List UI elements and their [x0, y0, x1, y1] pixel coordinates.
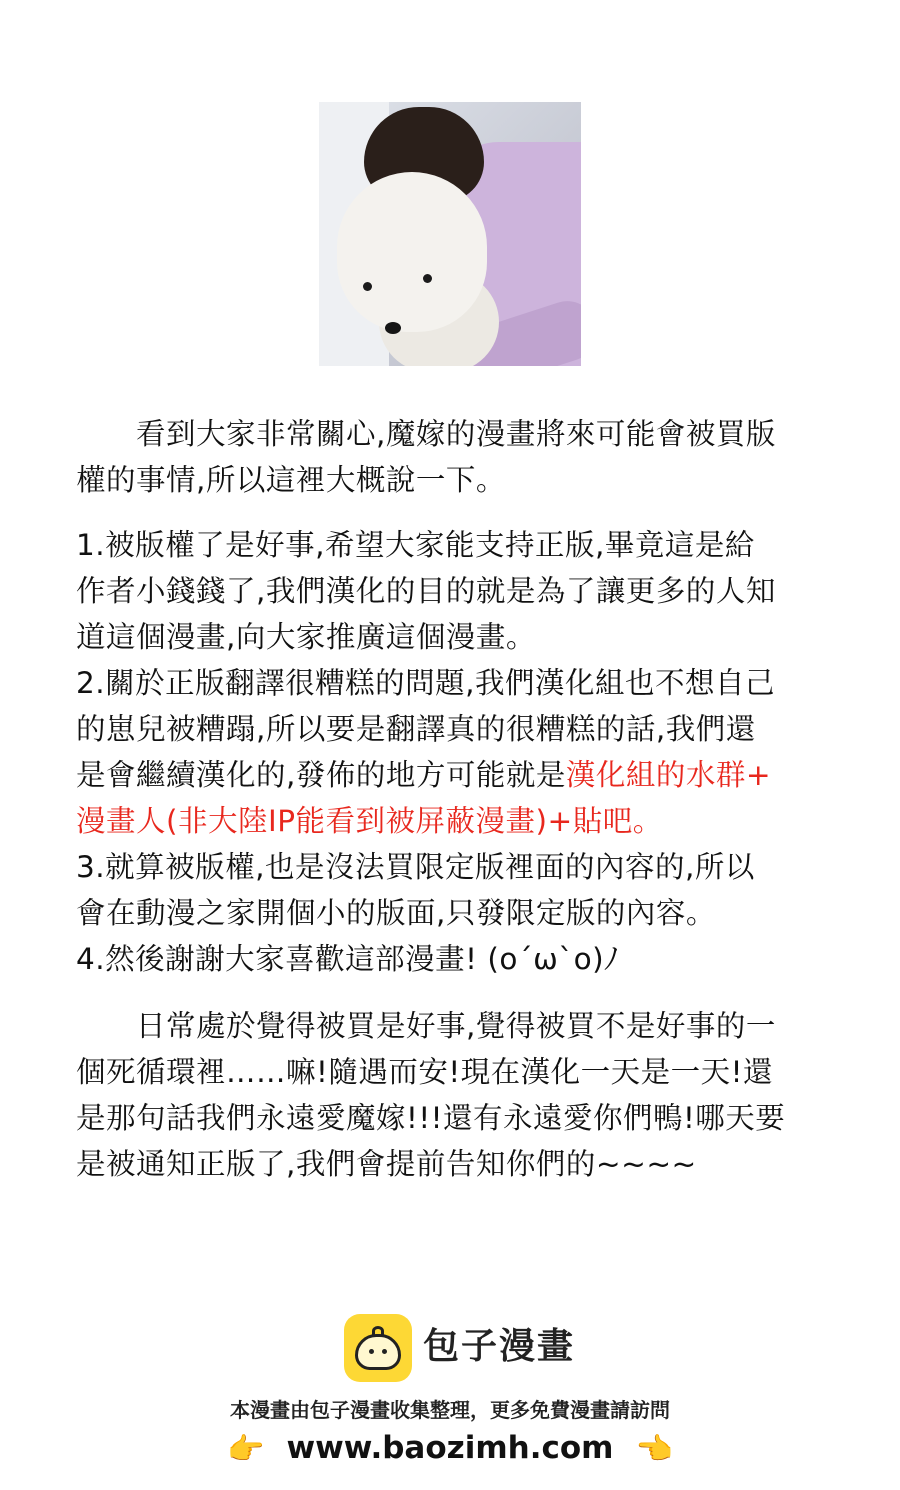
- photo-dog-head: [337, 172, 487, 332]
- baozi-logo-icon: [344, 1314, 412, 1382]
- text-line: [76, 752, 828, 798]
- highlight-text: 漢化組的水群+: [565, 758, 772, 792]
- intro-paragraph: [76, 411, 828, 503]
- site-url-link[interactable]: www.baozimh.com: [286, 1430, 614, 1466]
- text-line: 2.關於正版翻譯很糟糕的問題,我們漢化組也不想自己: [76, 666, 776, 700]
- text-line: 權的事情,所以這裡大概說一下。: [76, 463, 506, 497]
- text-line: 個死循環裡……嘛!隨遇而安!現在漢化一天是一天!還: [76, 1055, 773, 1089]
- text-line: 4.然後謝謝大家喜歡這部漫畫! (o´ω`o)ﾉ: [76, 942, 620, 976]
- text-line: 看到大家非常關心,魔嫁的漫畫將來可能會被買版: [76, 417, 776, 451]
- highlight-line: 漫畫人(非大陸IP能看到被屏蔽漫畫)+貼吧。: [76, 804, 663, 838]
- text-line: 的崽兒被糟蹋,所以要是翻譯真的很糟糕的話,我們還: [76, 712, 756, 746]
- text-line: 1.被版權了是好事,希望大家能支持正版,畢竟這是給: [76, 528, 755, 562]
- closing-paragraph: [76, 1003, 828, 1187]
- text-line: 是那句話我們永遠愛魔嫁!!!還有永遠愛你們鴨!哪天要: [76, 1101, 786, 1135]
- brand-name: 包子漫畫: [423, 1326, 576, 1367]
- text-line: 日常處於覺得被買是好事,覺得被買不是好事的一: [76, 1009, 776, 1043]
- photo-dog-nose: [385, 322, 401, 334]
- text-line: 3.就算被版權,也是沒法買限定版裡面的內容的,所以: [76, 850, 755, 884]
- footer-url-row: [0, 1424, 900, 1474]
- bun-eye: [369, 1349, 374, 1354]
- bun-shape: [355, 1334, 401, 1370]
- photo-dog-eye: [363, 282, 372, 291]
- pointing-left-icon: 👈: [635, 1431, 673, 1467]
- photo-dog-eye: [423, 274, 432, 283]
- pointing-right-icon: 👉: [227, 1431, 265, 1467]
- text-line: 會在動漫之家開個小的版面,只發限定版的內容。: [76, 896, 716, 930]
- bun-eye: [382, 1349, 387, 1354]
- point-list: [76, 522, 828, 982]
- text-line: 道這個漫畫,向大家推廣這個漫畫。: [76, 620, 536, 654]
- footer-note: 本漫畫由包子漫畫收集整理，更多免費漫畫請訪問: [230, 1398, 670, 1422]
- dog-hug-photo: [319, 102, 581, 366]
- text-span: 是會繼續漢化的,發佈的地方可能就是: [76, 758, 566, 792]
- text-line: 作者小錢錢了,我們漢化的目的就是為了讓更多的人知: [76, 574, 776, 608]
- text-line: 是被通知正版了,我們會提前告知你們的~~~~: [76, 1147, 697, 1181]
